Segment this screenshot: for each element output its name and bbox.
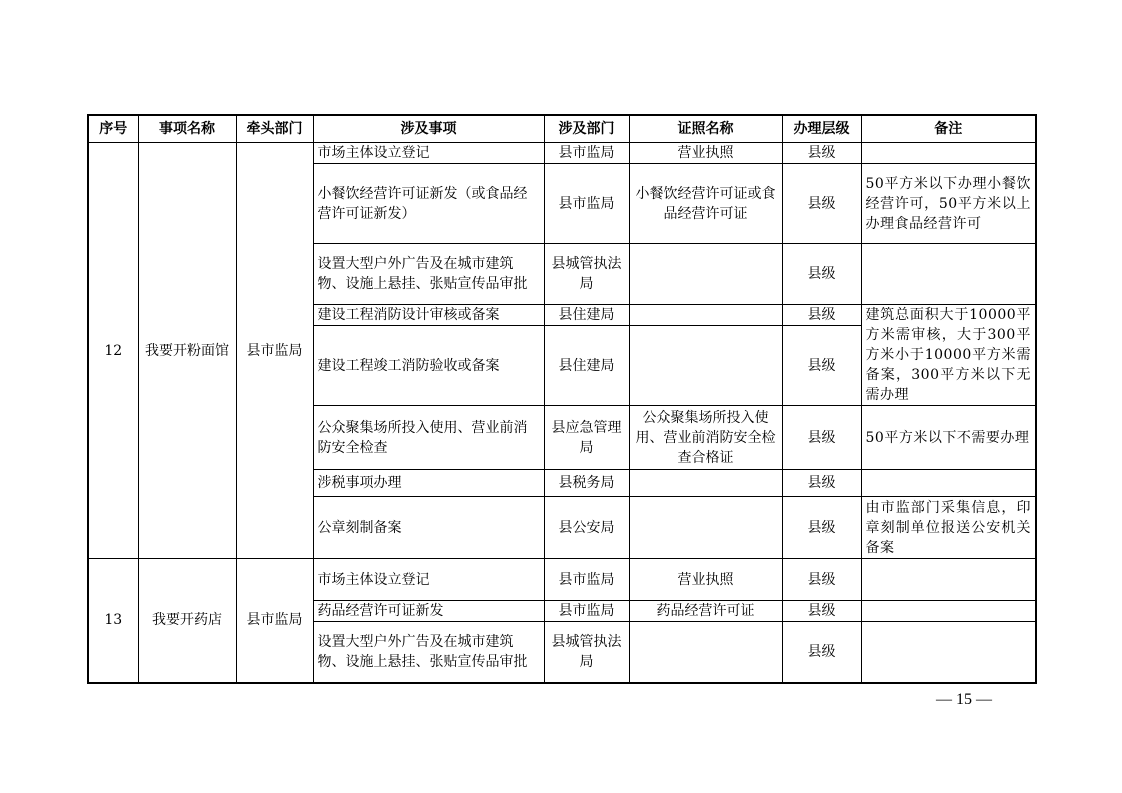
involved-item: 市场主体设立登记: [313, 559, 544, 601]
lead-department: 县市监局: [236, 143, 313, 559]
license-name: [629, 305, 782, 326]
header-cell: 备注: [861, 115, 1036, 143]
license-name: 公众聚集场所投入使用、营业前消防安全检查合格证: [629, 406, 782, 470]
remark: 由市监部门采集信息，印章刻制单位报送公安机关备案: [861, 497, 1036, 559]
header-cell: 事项名称: [138, 115, 236, 143]
lead-department: 县市监局: [236, 559, 313, 683]
header-cell: 涉及部门: [544, 115, 629, 143]
handling-level: 县级: [782, 622, 861, 683]
page-number: — 15 —: [936, 691, 992, 708]
involved-department: 县住建局: [544, 326, 629, 406]
remark: [861, 143, 1036, 164]
table-row: [88, 559, 1036, 601]
remark: 50平方米以下不需要办理: [861, 406, 1036, 470]
handling-level: 县级: [782, 143, 861, 164]
remark: [861, 244, 1036, 305]
involved-item: 建设工程竣工消防验收或备案: [313, 326, 544, 406]
item-name: 我要开药店: [138, 559, 236, 683]
involved-department: 县应急管理局: [544, 406, 629, 470]
item-name: 我要开粉面馆: [138, 143, 236, 559]
handling-level: 县级: [782, 497, 861, 559]
header-cell: 牵头部门: [236, 115, 313, 143]
involved-item: 药品经营许可证新发: [313, 601, 544, 622]
handling-level: 县级: [782, 326, 861, 406]
involved-department: 县市监局: [544, 143, 629, 164]
involved-item: 公众聚集场所投入使用、营业前消防安全检查: [313, 406, 544, 470]
header-cell: 涉及事项: [313, 115, 544, 143]
handling-level: 县级: [782, 601, 861, 622]
remark: [861, 559, 1036, 601]
serial-number: 13: [88, 559, 138, 683]
involved-item: 建设工程消防设计审核或备案: [313, 305, 544, 326]
license-name: [629, 470, 782, 497]
license-name: 营业执照: [629, 559, 782, 601]
license-name: [629, 244, 782, 305]
involved-item: 涉税事项办理: [313, 470, 544, 497]
remark: 建筑总面积大于10000平方米需审核，大于300平方米小于10000平方米需备案，300平方米以下无需办理: [861, 305, 1036, 406]
handling-level: 县级: [782, 559, 861, 601]
involved-department: 县市监局: [544, 559, 629, 601]
involved-department: 县市监局: [544, 601, 629, 622]
handling-level: 县级: [782, 305, 861, 326]
remark: [861, 622, 1036, 683]
involved-department: 县城管执法局: [544, 622, 629, 683]
involved-department: 县城管执法局: [544, 244, 629, 305]
service-items-table: [87, 114, 1037, 684]
involved-item: 设置大型户外广告及在城市建筑物、设施上悬挂、张贴宣传品审批: [313, 244, 544, 305]
license-name: 药品经营许可证: [629, 601, 782, 622]
serial-number: 12: [88, 143, 138, 559]
license-name: [629, 622, 782, 683]
remark: [861, 601, 1036, 622]
involved-department: 县市监局: [544, 164, 629, 244]
header-cell: 序号: [88, 115, 138, 143]
handling-level: 县级: [782, 470, 861, 497]
remark: [861, 470, 1036, 497]
remark: 50平方米以下办理小餐饮经营许可，50平方米以上办理食品经营许可: [861, 164, 1036, 244]
header-cell: 证照名称: [629, 115, 782, 143]
involved-item: 小餐饮经营许可证新发（或食品经营许可证新发）: [313, 164, 544, 244]
handling-level: 县级: [782, 406, 861, 470]
involved-department: 县住建局: [544, 305, 629, 326]
header-cell: 办理层级: [782, 115, 861, 143]
handling-level: 县级: [782, 244, 861, 305]
table-header-row: [88, 115, 1036, 143]
table-row: [88, 143, 1036, 164]
license-name: [629, 326, 782, 406]
license-name: 小餐饮经营许可证或食品经营许可证: [629, 164, 782, 244]
license-name: [629, 497, 782, 559]
involved-department: 县税务局: [544, 470, 629, 497]
involved-department: 县公安局: [544, 497, 629, 559]
involved-item: 市场主体设立登记: [313, 143, 544, 164]
license-name: 营业执照: [629, 143, 782, 164]
handling-level: 县级: [782, 164, 861, 244]
involved-item: 公章刻制备案: [313, 497, 544, 559]
involved-item: 设置大型户外广告及在城市建筑物、设施上悬挂、张贴宣传品审批: [313, 622, 544, 683]
